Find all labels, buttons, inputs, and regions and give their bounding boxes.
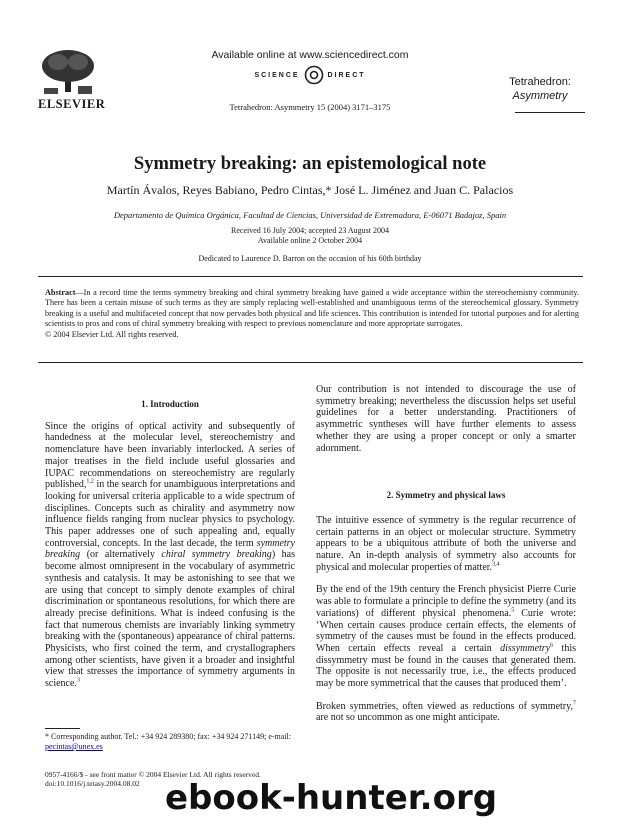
journal-name: Tetrahedron: Asymmetry [509, 76, 571, 102]
journal-divider [515, 112, 585, 113]
sciencedirect-logo: SCIENCE DIRECT [0, 65, 620, 85]
available-online: Available online at www.sciencedirect.com [211, 49, 409, 61]
right-column [316, 384, 576, 724]
issn-doi: 0957-4166/$ - see front matter © 2004 Elsevier Ltd. All rights reserved. doi:10.1016/j.tetasy.2004.08.02 [45, 770, 261, 788]
article-title: Symmetry breaking: an epistemological note [133, 154, 487, 174]
corresponding-author-footnote: * Corresponding author. Tel.: +34 924 289380; fax: +34 924 271149; e-mail: pecintas@unex.es [45, 732, 291, 751]
broken-symmetries-paragraph: Broken symmetries, often viewed as reductions of symmetry,$^7$ are not so uncommon as one might anticipate. [316, 700, 576, 724]
footnote-rule [45, 728, 80, 729]
watermark: ebook-hunter.org [165, 778, 498, 818]
copyright: © 2004 Elsevier Ltd. All rights reserved. [45, 329, 179, 339]
symmetry-paragraph: The intuitive essence of symmetry is the regular recurrence of certain patterns in an object or molecular structure. Symmetry appears to be a ubiquitous attribute of both the universe and nature. An in-depth analysis of symmetry also accounts for physical and molecular properties of matter.$^{3,4}$ [316, 514, 576, 573]
dedication: Dedicated to Laurence D. Barron on the occasion of his 60th birthday [198, 254, 422, 263]
abstract-bottom-rule [38, 362, 583, 363]
section-heading-symmetry: 2. Symmetry and physical laws [386, 490, 506, 501]
journal-reference: Tetrahedron: Asymmetry 15 (2004) 3171–3175 [229, 102, 391, 112]
section-heading-introduction: 1. Introduction [141, 399, 199, 409]
abstract-top-rule [38, 276, 583, 277]
left-column [45, 399, 295, 690]
author-email-link[interactable]: pecintas@unex.es [45, 742, 103, 751]
authors: Martín Ávalos, Reyes Babiano, Pedro Cintas,* José L. Jiménez and Juan C. Palacios [106, 183, 514, 197]
contribution-paragraph: Our contribution is not intended to discourage the use of symmetry breaking; nevertheless the discussion helps set useful guidelines for a better understanding. Practitioners of asymmetric syntheses will have further elements to assess whether they are using a proper concept or only a smarter adornment. [316, 384, 576, 454]
publisher-name: ELSEVIER [38, 97, 106, 111]
abstract-label: Abstract [45, 288, 76, 297]
dates: Received 16 July 2004; accepted 23 August 2004 Available online 2 October 2004 [231, 226, 389, 245]
curie-paragraph: By the end of the 19th century the French physicist Pierre Curie was able to formulate a principle to define the symmetry (and its variations) of different physical phenomena.$^5$ Curie wrote: ‘When certain causes produce certain effects, the elements of symmetry of the causes must be found in the effects produced. When certain effects reveal a certain dissymmetry$^6$ this dissymmetry must be found in the causes that generated them. The opposite is not necessarily true, i.e., the effects produced may be more symmetrical that the causes that produced them’. [316, 584, 577, 690]
sciencedirect-at-icon [304, 65, 324, 85]
intro-paragraph: Since the origins of optical activity and subsequently of handedness at the molecular level, stereochemistry and nomenclature have been invariably interlocked. A series of major treatises in the field include useful glossaries and IUPAC recommendations on stereochemistry are regularly published,$^{1,2}$ in the search for unambiguous interpretations and looking for universal criteria applicable to a wide spectrum of disciplines. Concepts such as chirality and asymmetry now influence fields ranging from nuclear physics to psychology. This paper addresses one of such appealing and, equally controversial, concepts. In the last decade, the term symmetry breaking (or alternatively chiral symmetry breaking) has become almost omnipresent in the vocabulary of asymmetric synthesis and catalysis. It may be astonishing to see that we are using that concept to simply denote examples of chiral discrimination or spontaneous resolutions, for which there are already precise definitions. What is indeed confusing is the fact that numerous chemists are invariably linking symmetry breaking with the (spontaneous) appearance of chiral patterns. Physicists, who first coined the term, and crystallographers among other scientists, have given it a broader and insightful view that stresses the importance of symmetry arguments in science.$^3$ [45, 420, 295, 690]
abstract: Abstract—In a record time the terms symmetry breaking and chiral symmetry breaking have gained a wide acceptance within the stereochemistry community. There has been a certain misuse of such terms as they are simply replacing well-established and unambiguous terms of the stereochemical glossary. Symmetry breaking is a useful and multifaceted concept that now pervades both physical and life sciences. This contribution is intended for tutorial purposes and for alerting scientists to pros and cons of chiral symmetry breaking with respect to previous nomenclature and more appropriate surrogates. © 2004 Elsevier Ltd. All rights reserved. [45, 288, 579, 339]
affiliation: Departamento de Química Orgánica, Facultad de Ciencias, Universidad de Extremadura, E-06071 Badajoz, Spain [113, 210, 507, 220]
